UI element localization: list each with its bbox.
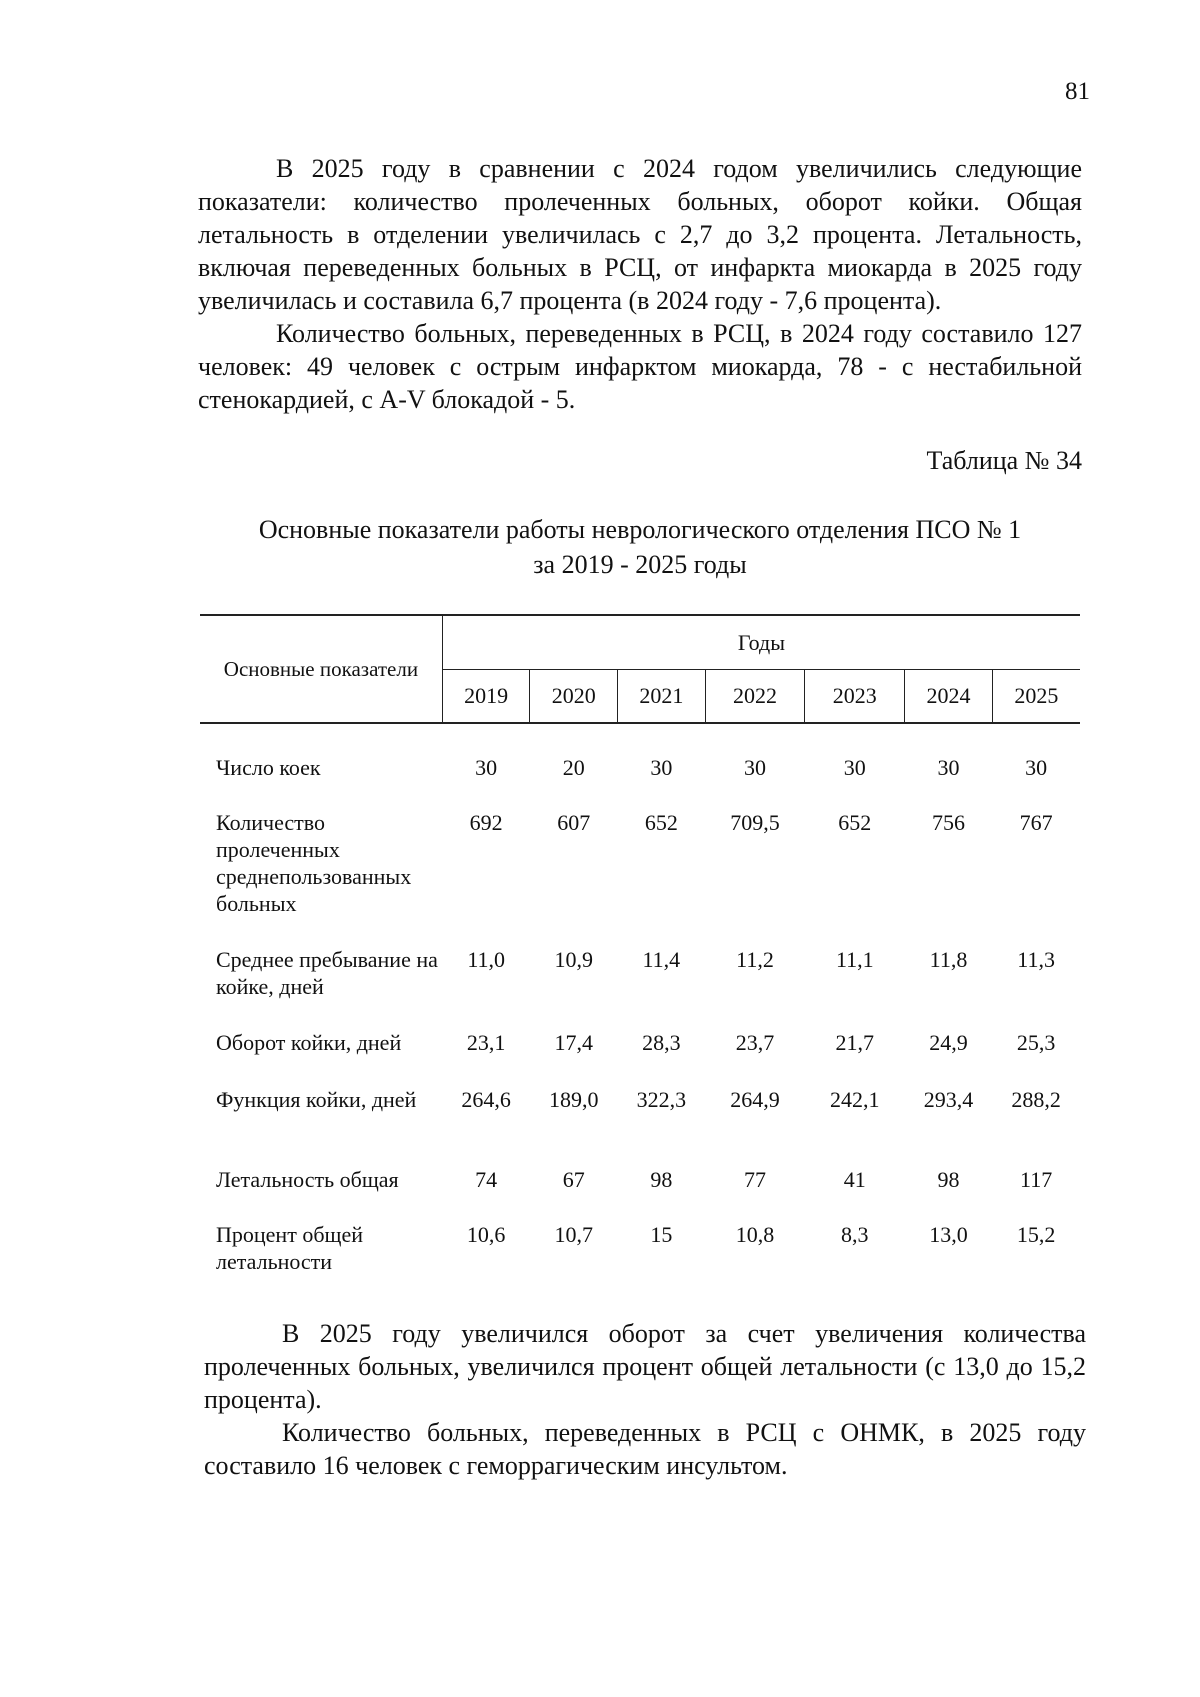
cell-value: 30 [475, 755, 498, 780]
cell-value: 288,2 [1011, 1087, 1061, 1112]
table-row-bed-function [200, 1086, 1080, 1166]
cell-value: 756 [931, 810, 965, 835]
closing-paragraph-1: В 2025 году увеличился оборот за счет увеличения количества пролеченных больных, увеличился процент общей летальности (с 13,0 до 15,2 процента). [204, 1319, 1086, 1414]
cell-value: 13,0 [929, 1222, 968, 1247]
cell-value: 41 [843, 1167, 866, 1192]
closing-text [204, 1317, 1086, 1482]
table-number-label: Таблица № 34 [926, 446, 1082, 475]
cell-value: 11,0 [467, 947, 505, 972]
cell-value: 15,2 [1016, 1222, 1056, 1247]
cell-value: 709,5 [730, 810, 780, 835]
cell-value: 23,7 [735, 1030, 775, 1055]
cell-value: 23,1 [466, 1030, 506, 1055]
table-row-bed-turnover [200, 1029, 1080, 1086]
cell-value: 10,6 [466, 1222, 506, 1247]
table-row-avg-stay [200, 946, 1080, 1029]
cell-value: 67 [562, 1167, 585, 1192]
row-label: Количество пролеченных среднепользованных больных [216, 810, 412, 916]
cell-value: 77 [744, 1167, 766, 1192]
cell-value: 11,2 [736, 947, 774, 972]
row-label: Оборот койки, дней [216, 1030, 402, 1055]
table-row-beds [200, 754, 1080, 809]
cell-value: 98 [937, 1167, 960, 1192]
cell-value: 30 [937, 755, 960, 780]
cell-value: 11,1 [835, 947, 874, 972]
cell-value: 652 [838, 810, 872, 835]
cell-value: 264,6 [461, 1087, 511, 1112]
cell-value: 242,1 [830, 1087, 880, 1112]
row-label: Число коек [216, 755, 321, 780]
cell-value: 652 [644, 810, 678, 835]
cell-value: 74 [475, 1167, 498, 1192]
table-row-total-lethality [200, 1166, 1080, 1221]
year-header-2025: 2025 [992, 669, 1080, 723]
year-header-2020: 2020 [530, 669, 618, 723]
cell-value: 98 [650, 1167, 673, 1192]
row-label: Функция койки, дней [216, 1087, 417, 1112]
row-label: Летальность общая [216, 1167, 399, 1192]
cell-value: 10,9 [554, 947, 593, 972]
cell-value: 30 [744, 755, 766, 780]
intro-text [198, 152, 1082, 416]
cell-value: 30 [843, 755, 866, 780]
indicators-table [200, 614, 1080, 1281]
cell-value: 21,7 [835, 1030, 875, 1055]
row-label: Среднее пребывание на койке, дней [216, 947, 438, 999]
cell-value: 20 [562, 755, 585, 780]
table-row-treated [200, 809, 1080, 946]
cell-value: 15 [650, 1222, 673, 1247]
cell-value: 607 [557, 810, 591, 835]
cell-value: 10,8 [735, 1222, 775, 1247]
cell-value: 10,7 [554, 1222, 593, 1247]
page-number: 81 [1065, 78, 1090, 105]
cell-value: 11,8 [929, 947, 968, 972]
intro-paragraph-2: Количество больных, переведенных в РСЦ, в 2024 году составило 127 человек: 49 человек с острым инфарктом миокарда, 78 - с нестабильной стенокардией, с A-V блокадой - 5. [198, 319, 1082, 414]
cell-value: 25,3 [1016, 1030, 1056, 1055]
table-caption-line-2: за 2019 - 2025 годы [533, 550, 747, 579]
cell-value: 11,3 [1017, 947, 1055, 972]
year-header-2024: 2024 [905, 669, 993, 723]
cell-value: 11,4 [642, 947, 681, 972]
cell-value: 24,9 [929, 1030, 968, 1055]
closing-paragraph-2: Количество больных, переведенных в РСЦ с ОНМК, в 2025 году составило 16 человек с геморрагическим инсультом. [204, 1418, 1086, 1480]
year-header-2023: 2023 [805, 669, 905, 723]
intro-paragraph-1: В 2025 году в сравнении с 2024 годом увеличились следующие показатели: количество пролеченных больных, оборот койки. Общая летальность в отделении увеличилась с 2,7 до 3,2 процента. Летальность, включая переведенных больных в РСЦ, от инфаркта миокарда в 2025 году увеличилась и составила 6,7 процента (в 2024 году - 7,6 процента). [198, 154, 1082, 315]
cell-value: 28,3 [642, 1030, 681, 1055]
cell-value: 30 [1025, 755, 1048, 780]
cell-value: 264,9 [730, 1087, 780, 1112]
row-label: Процент общей летальности [216, 1222, 363, 1274]
cell-value: 322,3 [636, 1087, 687, 1112]
cell-value: 30 [650, 755, 673, 780]
table-caption [160, 512, 1120, 582]
cell-value: 117 [1020, 1167, 1053, 1192]
years-column-header: Годы [442, 615, 1080, 669]
cell-value: 17,4 [554, 1030, 593, 1055]
cell-value: 189,0 [548, 1087, 599, 1112]
table-row-lethality-percent [200, 1221, 1080, 1281]
indicator-column-header: Основные показатели [200, 615, 442, 723]
year-header-2019: 2019 [442, 669, 530, 723]
cell-value: 767 [1019, 810, 1053, 835]
year-header-2022: 2022 [705, 669, 805, 723]
cell-value: 293,4 [923, 1087, 974, 1112]
cell-value: 8,3 [841, 1222, 869, 1247]
table-caption-line-1: Основные показатели работы неврологического отделения ПСО № 1 [258, 515, 1022, 544]
table-spacer [200, 723, 1080, 754]
year-header-2021: 2021 [618, 669, 706, 723]
cell-value: 692 [469, 810, 503, 835]
